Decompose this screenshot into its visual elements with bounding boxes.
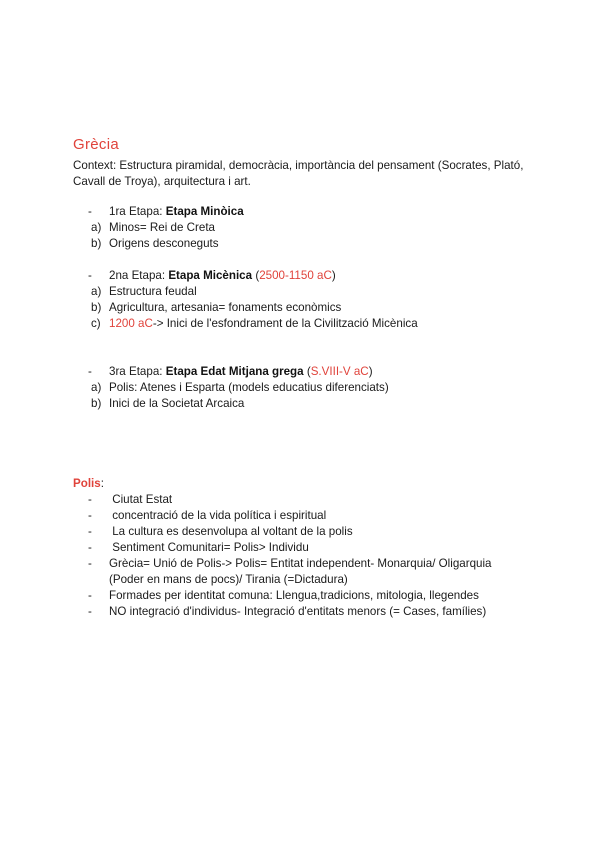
- list-text: -> Inici de l'esfondrament de la Civilització Micènica: [152, 317, 418, 330]
- dash-marker: -: [88, 365, 92, 378]
- list-text: Estructura feudal: [109, 285, 197, 298]
- list-marker: b): [91, 237, 102, 250]
- list-text: Polis: Atenes i Esparta (models educatius diferenciats): [109, 381, 389, 394]
- list-marker: a): [91, 221, 102, 234]
- list-text: Sentiment Comunitari= Polis> Individu: [109, 541, 309, 554]
- list-marker: c): [91, 317, 101, 330]
- stage-name: Etapa Edat Mitjana grega: [165, 365, 304, 378]
- dash-marker: -: [88, 205, 92, 218]
- polis-heading: Polis:: [73, 477, 104, 490]
- stage-name: Etapa Minòica: [165, 205, 244, 218]
- dash-marker: -: [88, 557, 92, 570]
- list-text: NO integració d'individus- Integració d'entitats menors (= Cases, famílies): [109, 605, 487, 618]
- list-text: Minos= Rei de Creta: [109, 221, 216, 234]
- stage-prefix: 3ra Etapa:: [109, 365, 166, 378]
- list-text: Grècia= Unió de Polis-> Polis= Entitat independent- Monarquia/ Oligarquia: [109, 557, 492, 570]
- list-marker: b): [91, 301, 102, 314]
- list-text: Inici de la Societat Arcaica: [109, 397, 245, 410]
- dash-marker: -: [88, 525, 92, 538]
- dash-marker: -: [88, 589, 92, 602]
- list-marker: a): [91, 381, 102, 394]
- dash-marker: -: [88, 605, 92, 618]
- list-text: La cultura es desenvolupa al voltant de la polis: [109, 525, 353, 538]
- dash-marker: -: [88, 493, 92, 506]
- document-page: Grècia Context: Estructura piramidal, democràcia, importància del pensament (Socrates, Plató, Cavall de Troya), arquitectura i art. - 1ra Etapa: Etapa Minòica a) Minos= Rei de Creta b) Origens desconeguts - 2na Etapa: Etapa Micènica (2500-1150 aC) a) Estructura feudal b) Agricultura, artesania= fonaments econòmics c) 1200 aC-> Inici de l'esfondrament de la Civilització Micènica - 3ra Etapa: Etapa Edat Mitjana grega (S.VIII-V aC) a) Polis: Atenes i Esparta (models educatius diferenciats) b) Inici de la Societat Arcaica Polis: - Ciutat Estat - concentració de la vida política i espiritual - La cultura es desenvolupa al voltant de la polis - Sentiment Comunitari= Polis> Individu - Grècia= Unió de Polis-> Polis= Entitat independent- Monarquia/ Oligarquia (Poder en mans de pocs)/ Tirania (=Dictadura) - Formades per identitat comuna: Llengua,tradicions, mitologia, llegendes - NO integració d'individus- Integració d'entitats menors (= Cases, famílies): [0, 0, 600, 848]
- dash-marker: -: [88, 509, 92, 522]
- stage-name: Etapa Micènica: [168, 269, 253, 282]
- list-text: (Poder en mans de pocs)/ Tirania (=Dictadura): [109, 573, 348, 586]
- highlight-date: 1200 aC: [109, 317, 153, 330]
- stage-prefix: 1ra Etapa:: [109, 205, 166, 218]
- page-title: Grècia: [73, 136, 119, 153]
- stage-dates: S.VIII-V aC: [310, 365, 369, 378]
- list-marker: b): [91, 397, 102, 410]
- dash-marker: -: [88, 269, 92, 282]
- list-text: Origens desconeguts: [109, 237, 219, 250]
- list-marker: a): [91, 285, 102, 298]
- list-text: Ciutat Estat: [109, 493, 173, 506]
- list-text: Agricultura, artesania= fonaments econòmics: [109, 301, 342, 314]
- list-text: Formades per identitat comuna: Llengua,tradicions, mitologia, llegendes: [109, 589, 479, 602]
- list-text: concentració de la vida política i espiritual: [109, 509, 327, 522]
- stage-prefix: 2na Etapa:: [109, 269, 169, 282]
- context-paragraph: Context: Estructura piramidal, democràcia, importància del pensament (Socrates, Plató, Cavall de Troya), arquitectura i art.: [73, 159, 524, 188]
- dash-marker: -: [88, 541, 92, 554]
- stage-dates: 2500-1150 aC: [259, 269, 332, 282]
